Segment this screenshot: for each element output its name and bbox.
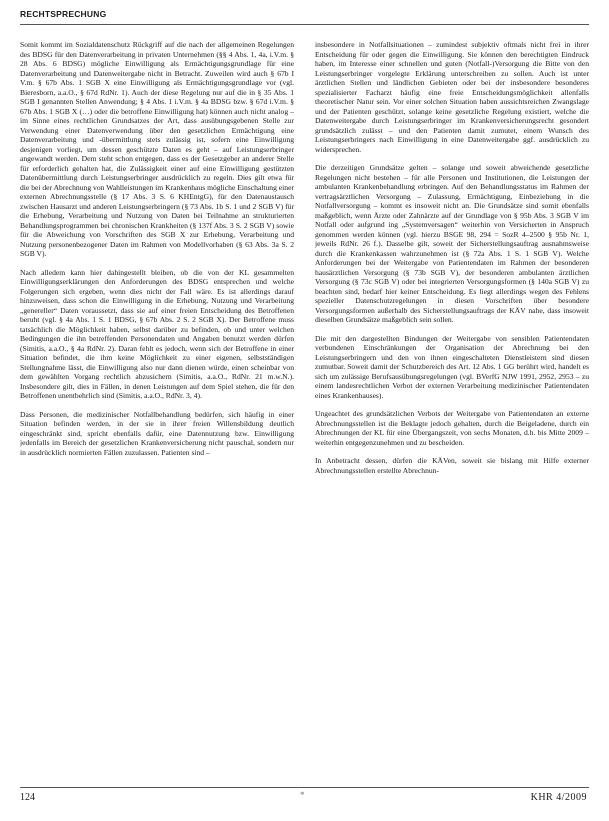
paragraph: insbesondere in Notfallsituationen – zumindest subjektiv oftmals nicht frei in ihrer Entscheidung für oder gegen die Einwilligung. Sie können den berechtigten Eindruck haben, im Interesse einer schnellen und guten (Notfall-)Versorgung die Bitte von den Leistungserbringer vorgelegte Erklärung unterschreiben zu sollen. Auch ist unter ärztlichen Stellen und ländlichen Gebieten oder bei der insbesondere besonderes spezialisierter Facharzt häufig eine freie Entscheidungsmöglichkeit allenfalls theoretischer Natur sein. Vor einer solchen Situation haben aussichtsreichen Zwangslage und der Patienten geschützt, solange keine gesetzliche Regelung existiert, welche die Datenweitergabe durch Leistungserbringer im Krankenversicherungsrecht gesondert grundsätzlich zulässt – und den Patienten damit zumutet, einem Wunsch des Leistungserbringers nach Einwilligung in eine Datenweitergabe ggf. ausdrücklich zu widersprechen. bbox=[315, 40, 589, 154]
center-marker: * bbox=[300, 790, 305, 800]
paragraph: Somit kommt im Sozialdatenschutz Rückgriff auf die nach der allgemeinen Regelungen des BDSG für den Datenverarbeitung in privaten Unternehmen (§§ 4 Abs. 1, 4a, i.V.m. § 28 Abs. 6 BDSG) mögliche Einwilligung als Ermächtigungsgrundlage für eine Datenverarbeitung und Datenweitergabe nicht in Betracht. Zuweilen wird auch § 67b I V.m. § 67b Abs. 1 SGB X eine Einwilligung als Ermächtigungsgrundlage vor (vgl. Bieresborn, a.a.O., § 67d RdNr. 1). Auch der diese Regelung nur auf die in § 35 Abs. 1 SGB I genannten Stellen Anwendung; § 4 Abs. 1 i.V.m. § 4a BDSG bzw. § 67d i.V.m. § 67b Abs. 1 SGB X (…) oder die betroffene Einwilligung hat) können auch nicht analog – im Sinne eines rechtlichen Grundsatzes der Art, dass ausübungsgebenen Stelle zur Verwendung einer Datenverwendung über den gesetzlichen Ermächtigung eine Datenverarbeitung und -übermittlung stets zulässig ist, sofern eine Einwilligung desjenigen vorliegt, um dessen geschützte Daten es geht – auf Leistungserbringer angewandt werden. Dem steht schon entgegen, dass es der Gesetzgeber an anderer Stelle für erforderlich gehalten hat, die Zulässigkeit einer auf eine Einwilligung gestützten Datenübermittlung durch Leistungserbringer ausdrücklich zu regeln. Dies gilt etwa für die bei der Abrechnung von Wahlleistungen im Krankenhaus mögliche Einschaltung einer externen Abrechnungsstelle (§ 17 Abs. 3 S. 6 KHEntgG), für den Datenaustausch zwischen Hausarzt und anderen Leistungserbringern (§ 73 Abs. 1b S. 1 und 2 SGB V) für die Erhebung, Verarbeitung und Nutzung von Daten bei Teilnahme an strukturierten Behandlungsprogrammen bei chronischen Krankheiten (§ 137f Abs. 3 S. 2 SGB V) sowie für die Abweichung von Vorschriften des SGB X zur Erhebung, Verarbeitung und Nutzung personenbezogener Daten im Rahmen von Modellvorhaben (§ 63 Abs. 3a S. 2 SGB V). bbox=[20, 40, 294, 258]
paragraph: Ungeachtet des grundsätzlichen Verbots der Weitergabe von Patientendaten an externe Abrechnungsstellen ist die Beklagte jedoch gehalten, durch die Beigeladene, durch ein Abrechnungen der KL für eine Übergangszeit, von sechs Monaten, d.h. bis Mitte 2009 – weiterhin entgegenzunehmen und zu bescheiden. bbox=[315, 409, 589, 447]
page-number: 124 bbox=[20, 792, 35, 803]
paragraph: In Anbetracht dessen, dürfen die KÄVen, soweit sie bislang mit Hilfe externer Abrechnungsstellen erstellte Abrechnun- bbox=[315, 456, 589, 475]
paragraph: Dass Personen, die medizinischer Notfallbehandlung bedürfen, sich häufig in einer Situation befinden werden, in der sie in ihrer freien Willensbildung deutlich eingeschränkt sind, spricht ebenfalls dafür, eine Datennutzung bzw. Einwilligung jedenfalls im Bereich der gesetzlichen Krankenversicherung nicht pauschal, sondern nur in ausdrücklich normierten Fällen zuzulassen. Patienten sind – bbox=[20, 409, 294, 457]
journal-reference: KHR 4/2009 bbox=[530, 792, 587, 803]
footer-rule bbox=[20, 787, 589, 788]
right-column bbox=[315, 40, 589, 780]
paragraph: Nach alledem kann hier dahingestellt bleiben, ob die von der KL gesammelten Einwilligungserklärungen den Anforderungen des BDSG entsprechen und welche Folgerungen sich ergeben, wenn dies nicht der Fall wäre. Es ist allerdings darauf hinzuweisen, dass schon die Einwilligung in die Erhebung, Nutzung und Verarbeitung „genereller“ Daten voraussetzt, dass sie auf einer freien Entscheidung des Betroffenen beruht (vgl. § 4a Abs. 1 S. 1 BDSG, § 67b Abs. 2 S. 2 SGB X). Der Betroffene muss tatsächlich die Möglichkeit haben, selbst darüber zu befinden, ob und unter welchen Bedingungen die ihn betreffenden Personendaten und Angaben benutzt werden dürfen (Simitis, a.a.O., § 4a RdNr. 2). Daran fehlt es jedoch, wenn sich der Betroffene in einer Situation befindet, die ihm keine Möglichkeit zu einer eigenen, selbstständigen Stellungnahme lässt, die Einwilligung also nur dann dienen würde, einen scheinbar von dem gewählten Vorgang rechtlich abzusichern (Simitis, a.a.O., RdNr. 21 m.w.N.). Insbesondere gilt, dies in Fällen, in denen Leistungen auf dem Spiel stehen, die für den Betroffenen unentbehrlich sind (Simitis, a.a.O., RdNr. 3, 4). bbox=[20, 267, 294, 400]
left-column bbox=[20, 40, 294, 780]
section-header: RECHTSPRECHUNG bbox=[20, 9, 107, 19]
paragraph: Die mit den dargestellten Bindungen der Weitergabe von sensiblen Patientendaten verbundenen Einschränkungen der Organisation der Abrechnung bei den Leistungserbringern und den von ihnen eingeschalteten Dienstleistern sind diesen zumutbar. Soweit damit der Schutzbereich des Art. 12 Abs. 1 GG berührt wird, handelt es sich um zulässige Berufsausübungsregelungen (vgl. BVerfG NJW 1991, 2952, 2953 – zu einem landesrechtlichen Verbot der externen Verarbeitung medizinischer Patientendaten eines Krankenhauses). bbox=[315, 333, 589, 400]
paragraph: Die derzeitigen Grundsätze gelten – solange und soweit abweichende gesetzliche Regelungen nicht bestehen – für alle Personen und Institutionen, die Leistungen der ambulanten Krankenbehandlung erbringen. Auf den Behandlungsstatus im Rahmen der vertragsärztlichen Versorgung – Zulassung, Ermächtigung, Einbeziehung in die Notfallversorgung – kommt es insoweit nicht an. Die Grundsätze sind somit ebenfalls maßgeblich, wenn Ärzte oder Zahnärzte auf der Grundlage von § 95b Abs. 3 SGB V im Notfall oder aufgrund ing „Systemversagen“ weiterhin von Versicherten in Anspruch genommen werden können (vgl. hierzu BSGE 98, 294 = SozR 4–2500 § 95b Nr. 1, jeweils RdNr. 26 f.). Dasselbe gilt, soweit der Sicherstellungsauftrag ausnahmsweise durch die Krankenkassen wahrzunehmen ist (§ 72a Abs. 1 S. 1 SGB V). Welche Anforderungen bei der Weitergabe von Patientendaten im Rahmen der besonderen hausärztlichen Versorgung (§ 73b SGB V), der besonderen ambulanten ärztlichen Versorgung (§ 73c SGB V) oder bei integrierten Versorgungsformen (§ 140a SGB V) zu beachten sind, bedarf hier keiner Entscheidung. Es liegt allerdings wegen des Fehlens spezieller Datenschutzregelungen in diesen Vorschriften über besondere Versorgungsformen außerhalb des Sicherstellungsauftrags der KÄV nahe, dass insoweit dieselben Grundsätze maßgeblich sein sollen. bbox=[315, 163, 589, 324]
header-rule bbox=[20, 24, 589, 25]
